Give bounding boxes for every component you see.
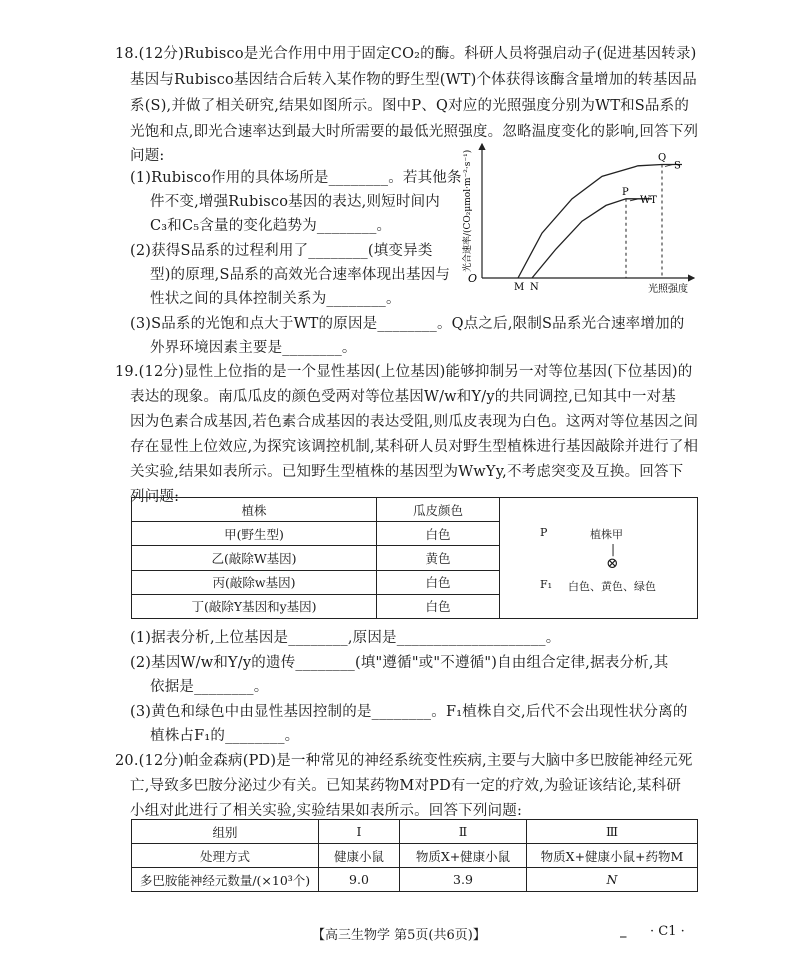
curve-wt xyxy=(532,199,652,278)
table-row xyxy=(132,868,698,892)
origin-label: O xyxy=(468,272,478,285)
text-line: 19.(12分)显性上位指的是一个显性基因(上位基因)能够抑制另一对等位基因(下位基因)的 xyxy=(115,364,693,380)
table-header: 植株 xyxy=(132,498,377,522)
text-line: (3)黄色和绿色中由显性基因控制的是________。F₁植株自交,后代不会出现性状分离的 xyxy=(130,704,688,720)
text-line: 亡,导致多巴胺分泌过少有关。已知某药物M对PD有一定的疗效,为验证该结论,某科研 xyxy=(130,778,682,794)
text-line: 问题: xyxy=(130,148,165,164)
curve-s xyxy=(518,165,682,279)
text-line: 光饱和点,即光合速率达到最大时所需要的最低光照强度。忽略温度变化的影响,回答下列 xyxy=(130,124,699,140)
n-label: N xyxy=(530,282,539,293)
text-line: 存在显性上位效应,为探究该调控机制,某科研人员对野生型植株进行基因敲除并进行了相 xyxy=(130,439,699,455)
table-cell: 乙(敲除W基因) xyxy=(132,546,377,570)
vertical-line: | xyxy=(611,542,616,556)
wt-label: WT xyxy=(640,194,657,206)
table-cell: Ⅰ xyxy=(319,820,400,844)
light-response-chart xyxy=(458,140,698,296)
text-line: 基因与Rubisco基因结合后转入某作物的野生型(WT)个体获得该酶含量增加的转基因品 xyxy=(130,72,697,88)
table-cell: 白色 xyxy=(377,570,500,594)
text-line: 系(S),并做了相关研究,结果如图所示。图中P、Q对应的光照强度分别为WT和S品系的 xyxy=(130,98,690,114)
table-row xyxy=(132,820,698,844)
text-line: 18.(12分)Rubisco是光合作用中用于固定CO₂的酶。科研人员将强启动子(促进基因转录) xyxy=(115,46,697,62)
table-row xyxy=(132,844,698,868)
table-cell: 丙(敲除w基因) xyxy=(132,570,377,594)
p-label: P xyxy=(622,186,629,198)
table-cell: 多巴胺能神经元数量/(×10³个) xyxy=(132,868,319,892)
text-line: 植株占F₁的________。 xyxy=(150,728,300,744)
text-line: 关实验,结果如表所示。已知野生型植株的基因型为WwYy,不考虑突变及互换。回答下 xyxy=(130,464,684,480)
table-cell: N xyxy=(527,868,698,892)
table-cell: 处理方式 xyxy=(132,844,319,868)
f1-label: F₁ xyxy=(540,578,553,591)
q-label: Q xyxy=(658,152,667,164)
text-line: 小组对此进行了相关实验,实验结果如表所示。回答下列问题: xyxy=(130,803,523,819)
q20-table xyxy=(131,819,698,892)
table-cell: 丁(敲除Y基因和y基因) xyxy=(132,594,377,618)
parent-plant: 植株甲 xyxy=(590,528,623,541)
m-label: M xyxy=(514,282,525,293)
table-cell: 组别 xyxy=(132,820,319,844)
text-line: 外界环境因素主要是________。 xyxy=(150,340,357,356)
text-line: (1)Rubisco作用的具体场所是________。若其他条 xyxy=(130,170,462,186)
table-header: 瓜皮颜色 xyxy=(377,498,500,522)
table-cell: 9.0 xyxy=(319,868,400,892)
text-line: (2)基因W/w和Y/y的遗传________(填"遵循"或"不遵循")自由组合定律,据表分析,其 xyxy=(130,655,669,671)
text-line: 型)的原理,S品系的高效光合速率体现出基因与 xyxy=(150,267,451,283)
text-line: (3)S品系的光饱和点大于WT的原因是________。Q点之后,限制S品系光合速率增加的 xyxy=(130,316,685,332)
table-cell: 物质X+健康小鼠 xyxy=(400,844,527,868)
s-label: S xyxy=(674,160,681,172)
table-cell: 健康小鼠 xyxy=(319,844,400,868)
table-cell: Ⅲ xyxy=(527,820,698,844)
p-label: P xyxy=(540,526,548,539)
table-cell: 黄色 xyxy=(377,546,500,570)
footer-mark: ‗ xyxy=(620,924,627,939)
text-line: 表达的现象。南瓜瓜皮的颜色受两对等位基因W/w和Y/y的共同调控,已知其中一对基 xyxy=(130,389,676,405)
text-line: 20.(12分)帕金森病(PD)是一种常见的神经系统变性疾病,主要与大脑中多巴胺能神经元死 xyxy=(115,753,693,769)
text-line: (2)获得S品系的过程利用了________(填变异类 xyxy=(130,243,433,259)
selfing-symbol: ⊗ xyxy=(606,554,619,572)
table-cell: 物质X+健康小鼠+药物M xyxy=(527,844,698,868)
text-line: 依据是________。 xyxy=(150,679,269,695)
table-cell: Ⅱ xyxy=(400,820,527,844)
text-line: 性状之间的具体控制关系为________。 xyxy=(150,291,401,307)
text-line: C₃和C₅含量的变化趋势为________。 xyxy=(150,218,392,234)
text-line: 因为色素合成基因,若色素合成基因的表达受阻,则瓜皮表现为白色。这两对等位基因之间 xyxy=(130,414,699,430)
table-cell: 甲(野生型) xyxy=(132,522,377,546)
y-axis-label: 光合速率/(CO₂μmol·m⁻²·s⁻¹) xyxy=(463,149,473,272)
x-axis-label: 光照强度 xyxy=(648,284,688,295)
footer-code: · C1 · xyxy=(650,924,685,939)
q19-table xyxy=(131,497,698,619)
text-line: 件不变,增强Rubisco基因的表达,则短时间内 xyxy=(150,194,440,210)
text-line: 列问题: xyxy=(130,489,180,505)
page-footer: 【高三生物学 第5页(共6页)】 xyxy=(312,928,486,943)
cross-cell xyxy=(500,498,698,619)
text-line: (1)据表分析,上位基因是________,原因是____________________。 xyxy=(130,630,561,646)
f1-result: 白色、黄色、绿色 xyxy=(568,580,656,593)
table-cell: 3.9 xyxy=(400,868,527,892)
table-cell: 白色 xyxy=(377,594,500,618)
table-cell: 白色 xyxy=(377,522,500,546)
